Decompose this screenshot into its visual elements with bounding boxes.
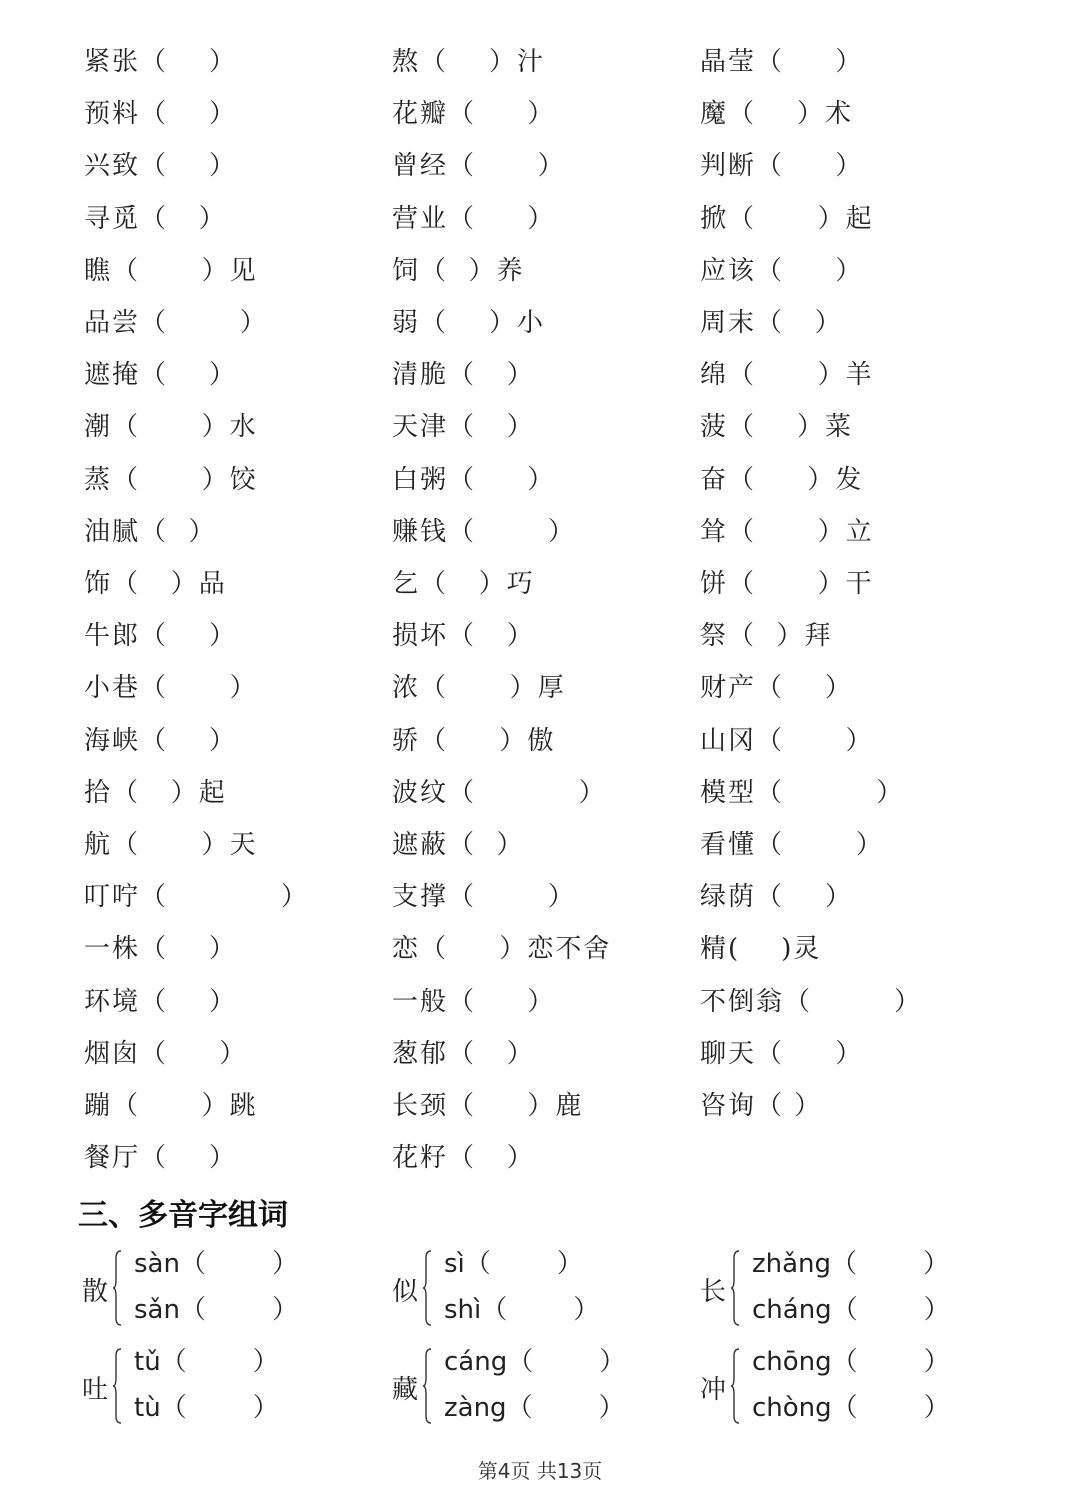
polyphone-char: 冲	[700, 1375, 727, 1405]
word-item: 山冈（ ）	[700, 725, 874, 756]
word-item: 营业（ ）	[392, 203, 556, 234]
word-item: 祭（ ）拜	[700, 621, 833, 652]
brace-icon	[422, 1348, 432, 1424]
word-item: 餐厅（ ）	[84, 1143, 238, 1174]
word-item: 拾（ ）起	[84, 777, 227, 808]
word-item: 蹦（ ）跳	[84, 1091, 258, 1121]
brace-icon	[730, 1348, 740, 1424]
word-item: 海峡（ ）	[84, 725, 238, 756]
word-row	[0, 976, 1080, 1028]
word-item: 饲（ ）养	[392, 255, 525, 286]
brace-icon	[112, 1250, 122, 1326]
reading-line: chòng（ ）	[752, 1393, 950, 1423]
word-item: 应该（ ）	[700, 255, 864, 286]
word-item: 饼（ ）干	[700, 569, 874, 599]
word-item: 白粥（ ）	[392, 464, 556, 495]
reading-line: zhǎng（ ）	[752, 1249, 950, 1279]
word-item: 绿荫（ ）	[700, 882, 854, 913]
word-item: 天津（ ）	[392, 412, 535, 443]
word-item: 油腻（ ）	[84, 516, 217, 547]
word-item: 财产（ ）	[700, 673, 854, 704]
word-item: 看懂（ ）	[700, 830, 884, 860]
word-item: 菠（ ）菜	[700, 412, 854, 443]
polyphone-group	[392, 1244, 692, 1340]
word-row	[0, 36, 1080, 88]
word-item: 一株（ ）	[84, 934, 238, 965]
reading-line: sì（ ）	[444, 1249, 583, 1279]
word-row	[0, 1080, 1080, 1132]
brace-icon	[730, 1250, 740, 1326]
word-row	[0, 140, 1080, 192]
word-item: 周末（ ）	[700, 308, 843, 338]
word-item: 熬（ ）汁	[392, 47, 546, 77]
reading-line: shì（ ）	[444, 1295, 600, 1325]
word-item: 花瓣（ ）	[392, 99, 556, 130]
word-item: 长颈（ ）鹿	[392, 1091, 584, 1121]
word-row	[0, 245, 1080, 297]
page-footer: 第4页 共13页	[477, 1459, 603, 1483]
word-item: 寻觅（ ）	[84, 203, 227, 234]
word-row	[0, 297, 1080, 349]
reading-line: sǎn（ ）	[134, 1295, 299, 1325]
word-item: 恋（ ）恋不舍	[392, 934, 612, 965]
word-item: 环境（ ）	[84, 986, 238, 1017]
word-item: 支撑（ ）	[392, 882, 576, 913]
word-row	[0, 193, 1080, 245]
word-item: 浓（ ）厚	[392, 673, 566, 704]
word-item: 晶莹（ ）	[700, 47, 864, 77]
word-row	[0, 871, 1080, 923]
word-item: 乞（ ）巧	[392, 569, 535, 599]
reading-line: cháng（ ）	[752, 1295, 950, 1325]
section-title: 三、多音字组词	[78, 1198, 288, 1233]
polyphone-char: 长	[700, 1277, 727, 1307]
word-item: 潮（ ）水	[84, 412, 258, 443]
word-item: 赚钱（ ）	[392, 516, 576, 547]
polyphone-char: 散	[82, 1277, 109, 1307]
word-row	[0, 88, 1080, 140]
word-row	[0, 454, 1080, 506]
word-item: 骄（ ）傲	[392, 725, 556, 756]
word-row	[0, 1132, 1080, 1184]
word-item: 饰（ ）品	[84, 569, 227, 599]
word-row	[0, 662, 1080, 714]
polyphone-group	[82, 1244, 382, 1340]
word-item: 聊天（ ）	[700, 1038, 864, 1069]
word-item: 波纹（ ）	[392, 777, 607, 808]
brace-icon	[422, 1250, 432, 1326]
word-item: 瞧（ ）见	[84, 255, 258, 286]
polyphone-group	[392, 1342, 692, 1438]
word-item: 紧张（ ）	[84, 47, 238, 77]
polyphone-char: 藏	[392, 1375, 419, 1405]
word-item: 遮掩（ ）	[84, 360, 238, 391]
word-row	[0, 558, 1080, 610]
word-item: 品尝（ ）	[84, 308, 268, 338]
word-row	[0, 715, 1080, 767]
word-item: 清脆（ ）	[392, 360, 535, 391]
word-item: 烟囱（ ）	[84, 1038, 248, 1069]
word-item: 遮蔽（ ）	[392, 830, 525, 860]
polyphone-char: 似	[392, 1277, 419, 1307]
word-item: 蒸（ ）饺	[84, 464, 258, 495]
polyphone-group	[700, 1342, 1000, 1438]
word-row	[0, 506, 1080, 558]
reading-line: tǔ（ ）	[134, 1347, 279, 1377]
word-row	[0, 1028, 1080, 1080]
word-item: 一般（ ）	[392, 986, 556, 1017]
word-item: 掀（ ）起	[700, 203, 874, 234]
word-item: 绵（ ）羊	[700, 360, 874, 391]
word-item: 弱（ ）小	[392, 308, 546, 338]
word-item: 耸（ ）立	[700, 516, 874, 547]
word-row	[0, 923, 1080, 975]
word-item: 葱郁（ ）	[392, 1038, 535, 1069]
word-item: 精( )灵	[700, 934, 822, 965]
word-item: 奋（ ）发	[700, 464, 864, 495]
polyphone-group	[82, 1342, 382, 1438]
word-item: 航（ ）天	[84, 830, 258, 860]
word-item: 兴致（ ）	[84, 151, 238, 182]
word-item: 魔（ ）术	[700, 99, 854, 130]
polyphone-char: 吐	[82, 1375, 109, 1405]
reading-line: zàng（ ）	[444, 1393, 625, 1423]
word-item: 叮咛（ ）	[84, 882, 309, 913]
word-item: 花籽（ ）	[392, 1143, 535, 1174]
word-row	[0, 819, 1080, 871]
reading-line: sàn（ ）	[134, 1249, 299, 1279]
brace-icon	[112, 1348, 122, 1424]
word-row	[0, 767, 1080, 819]
word-row	[0, 349, 1080, 401]
word-item: 小巷（ ）	[84, 673, 258, 704]
word-item: 预料（ ）	[84, 99, 238, 130]
word-row	[0, 610, 1080, 662]
reading-line: chōng（ ）	[752, 1347, 950, 1377]
word-item: 曾经（ ）	[392, 151, 566, 182]
word-item: 模型（ ）	[700, 777, 905, 808]
polyphone-group	[700, 1244, 1000, 1340]
reading-line: tù（ ）	[134, 1393, 279, 1423]
word-row	[0, 401, 1080, 453]
word-item: 牛郎（ ）	[84, 621, 238, 652]
reading-line: cáng（ ）	[444, 1347, 626, 1377]
word-item: 判断（ ）	[700, 151, 864, 182]
word-item: 损坏（ ）	[392, 621, 535, 652]
word-item: 咨询（ ）	[700, 1091, 823, 1121]
word-item: 不倒翁（ ）	[700, 986, 923, 1017]
